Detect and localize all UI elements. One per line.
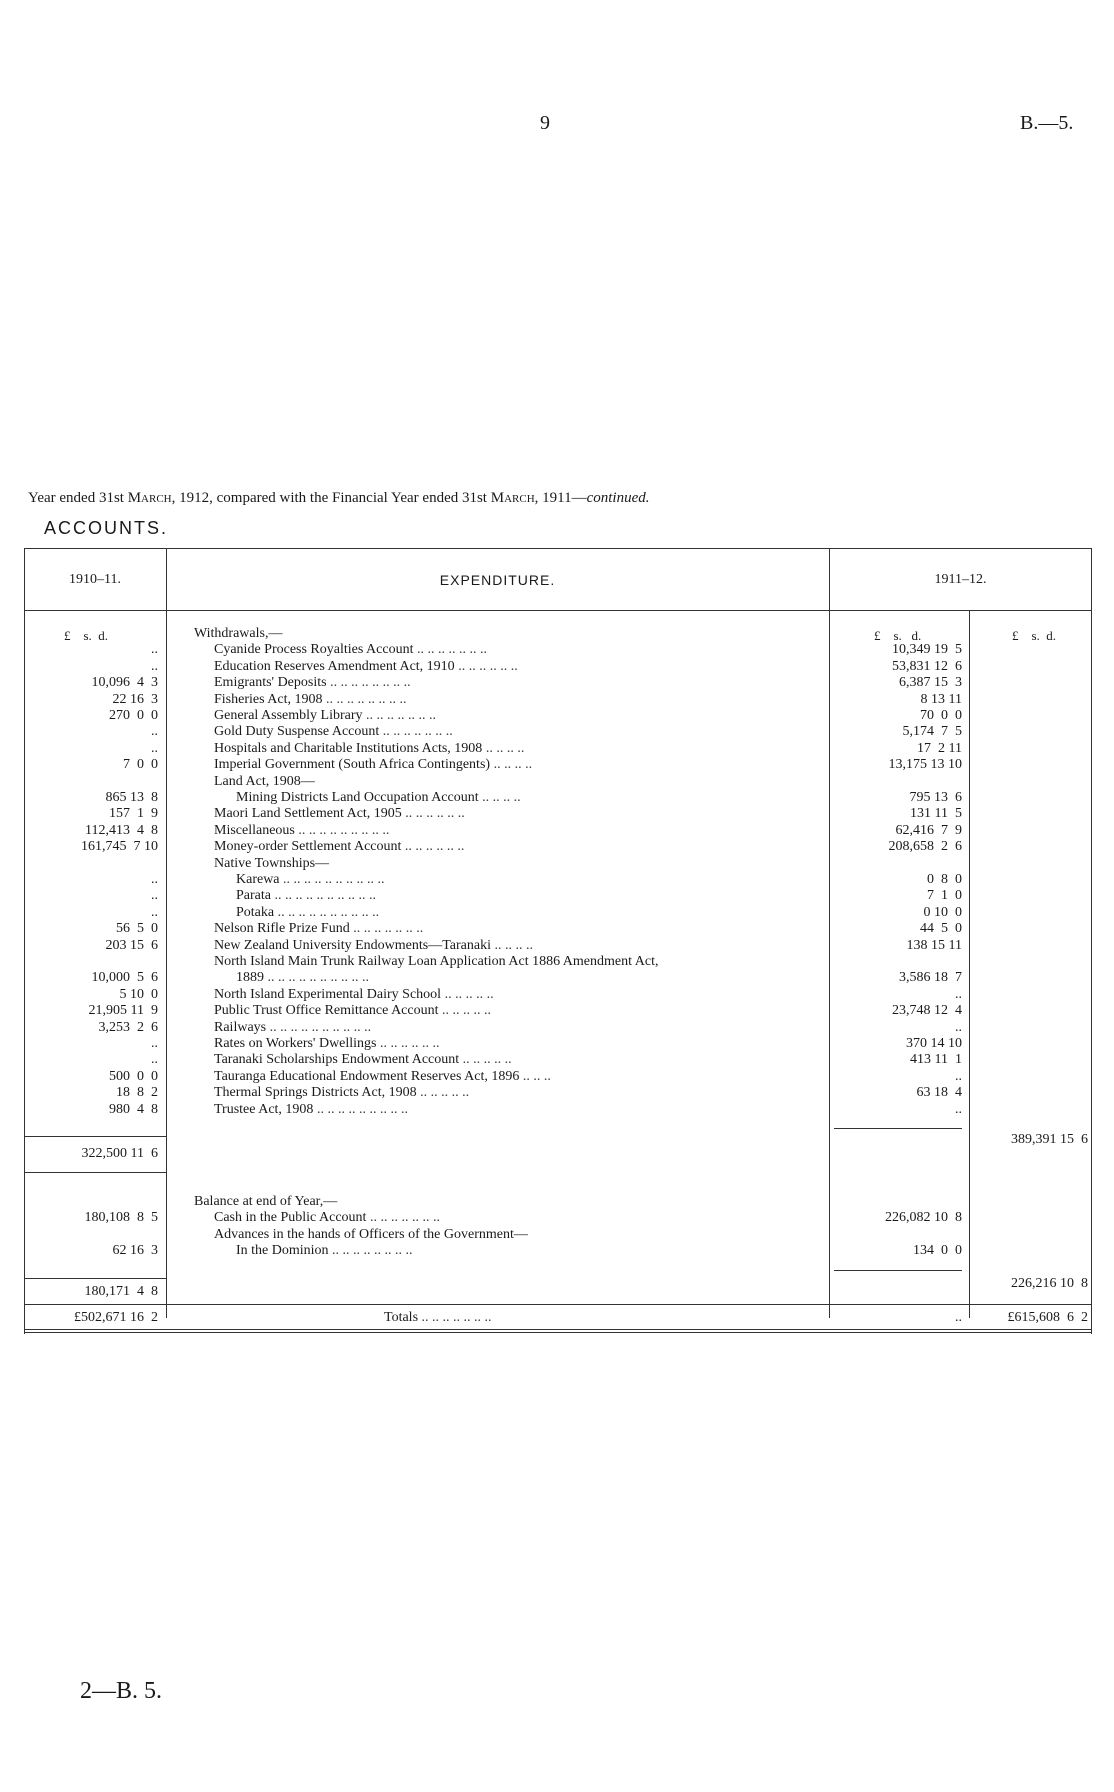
row-description [236, 790, 866, 806]
totals-label-text: Totals [384, 1310, 419, 1325]
row-label: Trustee Act, 1908 [214, 1101, 314, 1117]
curr-year-amount: 44 5 0 [920, 921, 962, 937]
table-row [24, 675, 1092, 691]
caption-march-2: March [490, 490, 535, 506]
row-leader-dots: .. .. .. .. [490, 757, 533, 773]
prev-year-value: .. [151, 1036, 158, 1051]
row-description [214, 692, 844, 708]
curr-year-amount: 413 11 1 [910, 1052, 962, 1068]
row-leader-dots: .. .. .. .. .. .. .. .. .. .. [270, 888, 376, 904]
row-label: Cash in the Public Account [214, 1210, 367, 1226]
curr-year-amount: .. [955, 1068, 962, 1084]
row-description [214, 987, 844, 1003]
row-label: Emigrants' Deposits [214, 675, 327, 691]
table-row [24, 1102, 1092, 1118]
row-leader-dots: .. .. .. .. .. .. .. [349, 921, 424, 937]
balance-amount-rule [834, 1270, 962, 1271]
row-leader-dots: .. .. .. .. .. .. .. .. [322, 691, 407, 707]
prev-year-value: .. [151, 1052, 158, 1068]
prev-subtotal-rule [24, 1172, 166, 1173]
totals-dots: .. .. .. .. .. .. .. [418, 1310, 492, 1325]
table-row [24, 872, 1092, 888]
row-description [214, 757, 844, 773]
row-label: Karewa [236, 872, 280, 887]
table-row [24, 806, 1092, 822]
prev-year-value: .. [151, 904, 158, 920]
row-leader-dots: .. .. .. .. .. .. .. .. [326, 675, 411, 691]
table-row [24, 1003, 1092, 1019]
header-rule [24, 610, 1092, 611]
row-label: Money-order Settlement Account [214, 839, 402, 855]
prev-year-value: 161,745 7 10 [81, 839, 158, 855]
table-row [24, 741, 1092, 757]
table-row [24, 1036, 1092, 1052]
row-description [194, 626, 824, 642]
row-leader-dots: .. .. .. .. .. .. .. .. .. [313, 1101, 408, 1117]
row-leader-dots: .. .. .. [519, 1068, 551, 1084]
curr-year-amount: 23,748 12 4 [892, 1003, 962, 1019]
table-row [24, 757, 1092, 773]
row-label: Advances in the hands of Officers of the Government— [214, 1226, 528, 1242]
table-row [24, 1052, 1092, 1068]
table-row [24, 856, 1092, 872]
prev-year-value: .. [151, 888, 158, 904]
row-description [214, 856, 844, 872]
prev-year-value: 500 0 0 [109, 1068, 158, 1084]
row-label: Land Act, 1908— [214, 773, 315, 789]
totals-prev: £502,671 16 2 [74, 1310, 158, 1325]
row-label: Fisheries Act, 1908 [214, 691, 323, 707]
row-label: Miscellaneous [214, 822, 295, 838]
row-description [214, 954, 844, 970]
unit-amount: £ s. d. [874, 628, 922, 643]
curr-year-amount: 138 15 11 [906, 937, 962, 953]
totals-label [384, 1310, 492, 1326]
row-label: New Zealand University Endowments—Taranaki [214, 937, 491, 953]
row-description [194, 1194, 824, 1210]
row-label: Potaka [236, 904, 275, 920]
row-label: North Island Main Trunk Railway Loan Application Act 1886 Amendment Act, [214, 954, 659, 969]
row-leader-dots: .. .. .. .. .. .. [401, 806, 465, 822]
row-label: Withdrawals,— [194, 626, 283, 641]
table-row [24, 1020, 1092, 1036]
table-row [24, 954, 1092, 970]
unit-total: £ s. d. [1012, 628, 1057, 643]
curr-year-amount: 7 1 0 [927, 888, 962, 904]
row-leader-dots: .. .. .. .. .. .. [376, 1036, 440, 1051]
row-description [236, 905, 866, 921]
row-label: Gold Duty Suspense Account [214, 724, 380, 740]
caption-march-1: March [127, 490, 172, 506]
table-top-rule [24, 548, 1092, 549]
row-label: General Assembly Library [214, 708, 363, 723]
totals-row [24, 1310, 1092, 1326]
prev-year-value: 180,108 8 5 [84, 1210, 158, 1226]
totals-double-rule-2 [24, 1332, 1092, 1333]
row-label: Hospitals and Charitable Institutions Acts, 1908 [214, 740, 483, 756]
caption-continued: continued. [586, 490, 650, 506]
curr-year-amount: .. [955, 1101, 962, 1117]
row-leader-dots: .. .. .. .. .. .. [454, 658, 518, 674]
row-description [214, 839, 844, 855]
row-label: 1889 [236, 970, 264, 986]
curr-year-amount: 0 8 0 [927, 872, 962, 887]
row-leader-dots: .. .. .. .. .. .. .. .. [328, 1243, 413, 1259]
row-label: Native Townships— [214, 855, 330, 871]
row-description [214, 642, 844, 658]
row-description [214, 938, 844, 954]
prev-year-value: 980 4 8 [109, 1101, 158, 1117]
row-description [214, 1020, 844, 1036]
prev-year-value: 10,000 5 6 [91, 970, 158, 986]
totals-amount: .. [955, 1310, 962, 1325]
table-row [24, 659, 1092, 675]
prev-year-value: 157 1 9 [109, 806, 158, 822]
curr-year-amount: 8 13 11 [920, 691, 962, 707]
table-row [24, 774, 1092, 790]
row-description [214, 1210, 844, 1226]
caption-part-1: Year ended 31st [28, 490, 128, 506]
curr-year-amount: 208,658 2 6 [888, 839, 962, 855]
row-leader-dots: .. .. .. .. .. [441, 986, 494, 1002]
curr-year-amount: 17 2 11 [917, 740, 962, 756]
table-row [24, 970, 1092, 986]
row-leader-dots: .. .. .. .. .. .. .. [366, 1210, 440, 1226]
row-label: Public Trust Office Remittance Account [214, 1003, 439, 1019]
prev-year-value: 5 10 0 [119, 986, 158, 1002]
table-row [24, 708, 1092, 724]
row-description [214, 806, 844, 822]
table-row [24, 1085, 1092, 1101]
prev-year-value: 203 15 6 [105, 937, 158, 953]
row-label: In the Dominion [236, 1243, 329, 1259]
row-label: Education Reserves Amendment Act, 1910 [214, 658, 455, 674]
table-row [24, 888, 1092, 904]
row-label: Thermal Springs Districts Act, 1908 [214, 1085, 417, 1101]
page-reference: B.—5. [1020, 112, 1074, 134]
table-row [24, 839, 1092, 855]
row-description [214, 823, 844, 839]
unit-prev: £ s. d. [64, 628, 109, 643]
row-description [236, 888, 866, 904]
curr-year-amount: .. [955, 986, 962, 1002]
caption-part-2: , 1912, compared with the Financial Year ended 31st [171, 490, 491, 506]
row-label: Taranaki Scholarships Endowment Account [214, 1052, 460, 1068]
row-label: Mining Districts Land Occupation Account [236, 790, 479, 805]
table-caption [28, 490, 650, 507]
prev-year-value: .. [151, 740, 158, 756]
row-leader-dots: .. .. .. .. .. [416, 1085, 470, 1101]
table-row [24, 626, 1092, 642]
header-prev-year: 1910–11. [69, 572, 121, 587]
row-label: Maori Land Settlement Act, 1905 [214, 806, 402, 822]
prev-year-value: 865 13 8 [105, 790, 158, 805]
prev-balance-rule [24, 1278, 166, 1279]
row-leader-dots: .. .. .. .. .. .. [401, 839, 465, 855]
prev-year-value: 22 16 3 [112, 691, 158, 707]
prev-year-value: 112,413 4 8 [85, 822, 158, 838]
row-description [214, 724, 844, 740]
row-label: Balance at end of Year,— [194, 1194, 338, 1209]
table-row [24, 921, 1092, 937]
table-row [24, 692, 1092, 708]
row-leader-dots: .. .. .. .. [478, 790, 521, 805]
prev-year-value: 7 0 0 [123, 757, 158, 773]
row-description [214, 1069, 844, 1085]
row-label: Parata [236, 888, 271, 904]
prev-subtotal: 322,500 11 6 [81, 1146, 158, 1161]
row-description [214, 659, 844, 675]
table-row [24, 790, 1092, 806]
row-leader-dots: .. .. .. .. .. .. .. [362, 708, 437, 723]
row-leader-dots: .. .. .. .. [491, 937, 533, 953]
caption-part-3: , 1911— [534, 490, 587, 506]
row-description [214, 1052, 844, 1068]
table-row [24, 987, 1092, 1003]
totals-top-rule [24, 1304, 1092, 1305]
row-label: Tauranga Educational Endowment Reserves Act, 1896 [214, 1068, 520, 1084]
prev-year-value: 3,253 2 6 [98, 1019, 158, 1035]
row-description [214, 1036, 844, 1052]
row-description [236, 1243, 866, 1259]
row-leader-dots: .. .. .. .. .. .. .. [413, 642, 487, 658]
row-leader-dots: .. .. .. .. [482, 740, 525, 756]
row-label: Rates on Workers' Dwellings [214, 1036, 377, 1051]
prev-year-value: 21,905 11 9 [88, 1003, 158, 1019]
table-row [24, 1243, 1092, 1259]
curr-year-amount: 795 13 6 [909, 790, 962, 805]
curr-year-amount: 226,082 10 8 [885, 1210, 962, 1226]
curr-year-amount: 53,831 12 6 [892, 658, 962, 674]
row-label: North Island Experimental Dairy School [214, 986, 442, 1002]
row-description [214, 675, 844, 691]
prev-year-value: .. [151, 658, 158, 674]
curr-year-amount: 6,387 15 3 [899, 675, 962, 691]
row-label: Cyanide Process Royalties Account [214, 642, 414, 658]
curr-year-amount: 134 0 0 [913, 1243, 962, 1259]
footer-signature: 2—B. 5. [80, 1678, 163, 1704]
curr-year-amount: .. [955, 1019, 962, 1035]
row-description [236, 872, 866, 888]
row-leader-dots: .. .. .. .. .. [438, 1003, 491, 1019]
curr-year-amount: 0 10 0 [923, 904, 962, 920]
prev-year-value: 18 8 2 [116, 1085, 158, 1101]
row-description [214, 1102, 844, 1118]
page-number: 9 [540, 112, 550, 134]
prev-year-value: 62 16 3 [112, 1243, 158, 1259]
section-heading: ACCOUNTS. [44, 518, 169, 538]
row-description [214, 774, 844, 790]
row-label: Imperial Government (South Africa Contingents) [214, 757, 491, 773]
table-row [24, 1194, 1092, 1210]
prev-year-value: .. [151, 872, 158, 887]
totals-grand: £615,608 6 2 [1007, 1310, 1088, 1325]
prev-year-value: 270 0 0 [109, 708, 158, 723]
prev-year-value: .. [151, 642, 158, 658]
totals-double-rule-1 [24, 1329, 1092, 1330]
prev-balance-subtotal: 180,171 4 8 [84, 1284, 158, 1299]
row-leader-dots: .. .. .. .. .. .. .. .. .. .. [274, 904, 380, 920]
table-row [24, 1227, 1092, 1243]
row-leader-dots: .. .. .. .. .. [459, 1052, 512, 1068]
row-label: Railways [214, 1019, 267, 1035]
table-row [24, 724, 1092, 740]
prev-year-value: .. [151, 724, 158, 740]
balance-total: 226,216 10 8 [1011, 1276, 1088, 1291]
curr-year-amount: 5,174 7 5 [902, 724, 962, 740]
table-row [24, 1210, 1092, 1226]
curr-year-amount: 63 18 4 [916, 1085, 962, 1101]
header-expenditure: EXPENDITURE. [439, 572, 556, 588]
row-description [214, 1003, 844, 1019]
row-description [214, 708, 844, 724]
table-row [24, 823, 1092, 839]
prev-year-value: 56 5 0 [116, 921, 158, 937]
row-description [214, 921, 844, 937]
table-row [24, 938, 1092, 954]
table-row [24, 642, 1092, 658]
amount-sum-rule [834, 1128, 962, 1129]
curr-year-amount: 10,349 19 5 [892, 642, 962, 658]
row-description [214, 1227, 844, 1243]
row-description [214, 741, 844, 757]
row-leader-dots: .. .. .. .. .. .. .. .. .. .. [279, 872, 385, 887]
curr-year-amount: 62,416 7 9 [895, 822, 962, 838]
curr-year-amount: 370 14 10 [906, 1036, 962, 1051]
accounts-table [24, 548, 1092, 1334]
row-leader-dots: .. .. .. .. .. .. .. .. .. .. [266, 1019, 372, 1035]
row-description [214, 1085, 844, 1101]
withdrawals-total: 389,391 15 6 [1011, 1132, 1088, 1147]
row-label: Nelson Rifle Prize Fund [214, 921, 350, 937]
curr-year-amount: 70 0 0 [920, 708, 962, 723]
curr-year-amount: 13,175 13 10 [888, 757, 962, 773]
curr-year-amount: 131 11 5 [910, 806, 962, 822]
header-curr-year: 1911–12. [934, 572, 987, 587]
row-description [236, 970, 866, 986]
curr-year-amount: 3,586 18 7 [899, 970, 962, 986]
table-row [24, 905, 1092, 921]
prev-year-value: 10,096 4 3 [91, 675, 158, 691]
row-leader-dots: .. .. .. .. .. .. .. .. .. .. [264, 970, 369, 986]
table-row [24, 1069, 1092, 1085]
row-leader-dots: .. .. .. .. .. .. .. [379, 724, 453, 740]
row-leader-dots: .. .. .. .. .. .. .. .. .. [294, 822, 390, 838]
